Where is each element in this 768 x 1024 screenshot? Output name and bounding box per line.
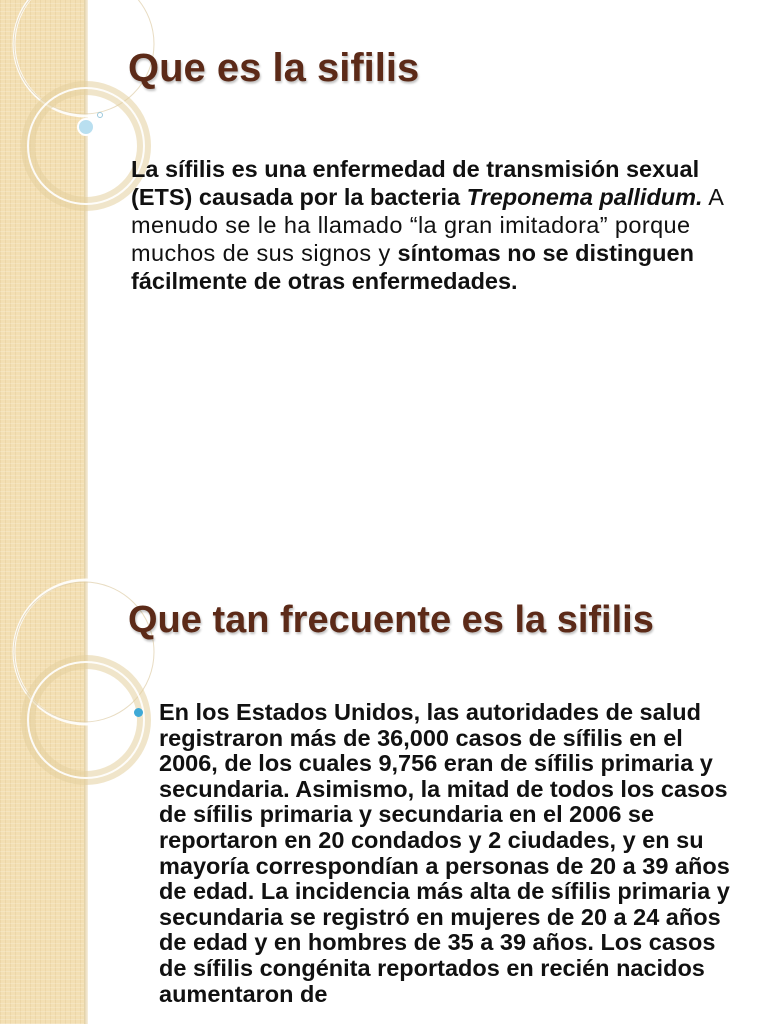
body-text-part: La sífilis es una enfermedad de transmisión sexual (ETS) causada por la bacteria: [131, 156, 700, 210]
slide-2: [0, 576, 768, 1024]
slide-body-text: [131, 155, 741, 295]
bullet-list: [131, 700, 743, 1007]
bullet-icon: [134, 708, 143, 717]
body-text-italic-part: Treponema pallidum.: [466, 184, 703, 210]
list-item: [131, 700, 743, 1007]
slide-title: Que es la sifilis: [128, 46, 420, 90]
body-text-part: síntomas no se distinguen fácilmente de otras enfermedades.: [131, 240, 694, 294]
body-text-part: A menudo se le ha llamado “la gran imitadora” porque muchos de sus signos y: [131, 184, 723, 266]
slide-title: Que tan frecuente es la sifilis: [128, 599, 654, 641]
bullet-text: En los Estados Unidos, las autoridades de salud registraron más de 36,000 casos de sífilis en el 2006, de los cuales 9,756 eran de sífilis primaria y secundaria. Asimismo, la mitad de todos los casos de sífilis primaria y secundaria en el 2006 se reportaron en 20 condados y 2 ciudades, y en su mayoría correspondían a personas de 20 a 39 años de edad. La incidencia más alta de sífilis primaria y secundaria se registró en mujeres de 20 a 24 años de edad y en hombres de 35 a 39 años. Los casos de sífilis congénita reportados en recién nacidos aumentaron de: [159, 699, 730, 1007]
